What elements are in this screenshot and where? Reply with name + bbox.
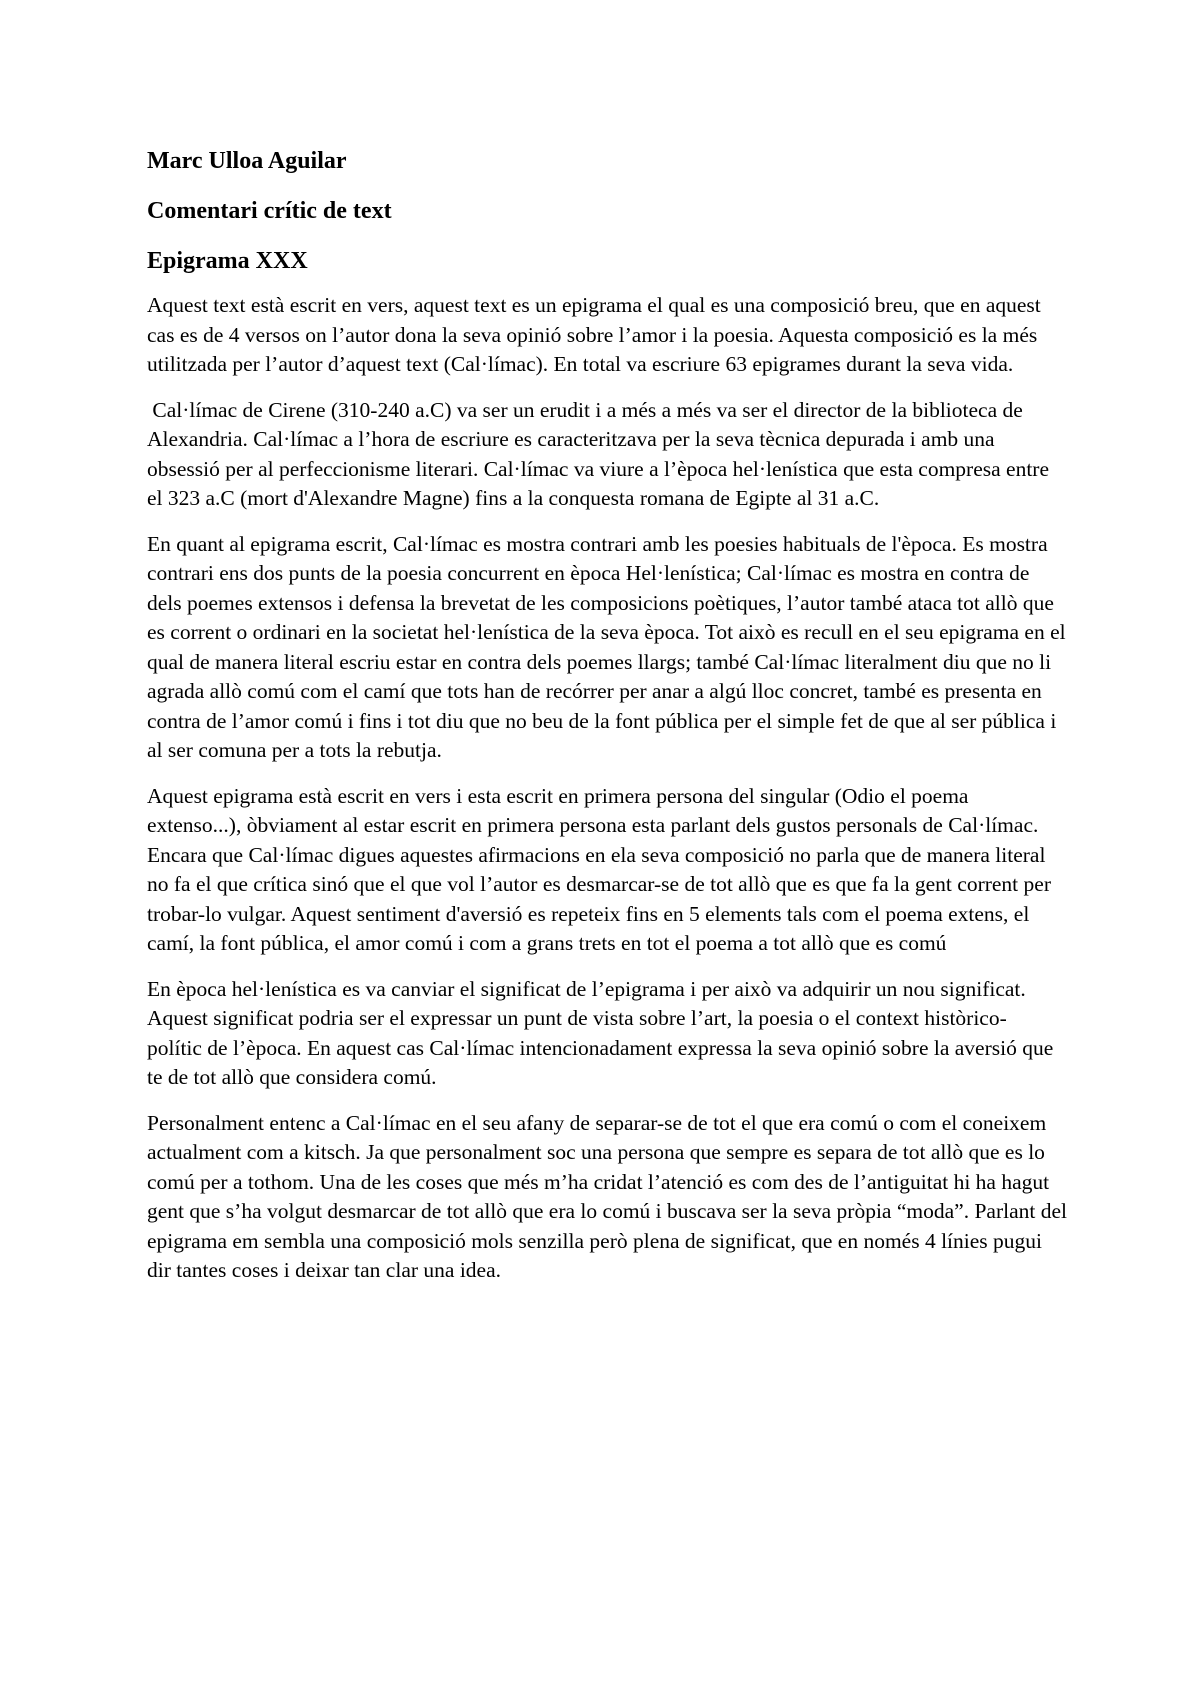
author-heading: Marc Ulloa Aguilar <box>147 148 347 174</box>
subtitle-heading: Comentari crític de text <box>147 198 392 224</box>
paragraph-1: Aquest text està escrit en vers, aquest text es un epigrama el qual es una composició breu, que en aquest cas es de 4 versos on l’autor dona la seva opinió sobre l’amor i la poesia. Aquesta composició es la més utilitzada per l’autor d’aquest text (Cal·límac). En total va escriure 63 epigrames durant la seva vida. <box>147 293 1041 376</box>
paragraph-5: En època hel·lenística es va canviar el significat de l’epigrama i per això va adquirir un nou significat. Aquest significat podria ser el expressar un punt de vista sobre l’art, la poesia o el context històrico- polític de l’època. En aquest cas Cal·límac intencionadament expressa la seva opinió sobre la aversió que te de tot allò que considera comú. <box>147 976 1054 1089</box>
paragraph-6: Personalment entenc a Cal·límac en el seu afany de separar-se de tot el que era comú o com el coneixem actualment com a kitsch. Ja que personalment soc una persona que sempre es separa de tot allò que es lo comú per a tothom. Una de les coses que més m’ha cridat l’atenció es com des de l’antiguitat hi ha hagut gent que s’ha volgut desmarcar de tot allò que era lo comú i buscava ser la seva pròpia “moda”. Parlant del epigrama em sembla una composició mols senzilla però plena de significat, que en només 4 línies pugui dir tantes coses i deixar tan clar una idea. <box>147 1110 1067 1282</box>
paragraph-3: En quant al epigrama escrit, Cal·límac es mostra contrari amb les poesies habituals de l'època. Es mostra contrari ens dos punts de la poesia concurrent en època Hel·lenística; Cal·límac es mostra en contra de dels poemes extensos i defensa la brevetat de les composicions poètiques, l’autor també ataca tot allò que es corrent o ordinari en la societat hel·lenística de la seva època. Tot això es recull en el seu epigrama en el qual de manera literal escriu estar en contra dels poemes llargs; també Cal·límac literalment diu que no li agrada allò comú com el camí que tots han de recórrer per anar a algú lloc concret, també es presenta en contra de l’amor comú i fins i tot diu que no beu de la font pública per el simple fet de que al ser pública i al ser comuna per a tots la rebutja. <box>147 531 1066 762</box>
paragraph-2: Cal·límac de Cirene (310-240 a.C) va ser un erudit i a més a més va ser el director de la biblioteca de Alexandria. Cal·límac a l’hora de escriure es caracteritzava per la seva tècnica depurada i amb una obsessió per al perfeccionisme literari. Cal·límac va viure a l’època hel·lenística que esta compresa entre el 323 a.C (mort d'Alexandre Magne) fins a la conquesta romana de Egipte al 31 a.C. <box>147 397 1055 510</box>
document-body <box>147 145 1067 1302</box>
paragraph-4: Aquest epigrama està escrit en vers i esta escrit en primera persona del singular (Odio el poema extenso...), òbviament al estar escrit en primera persona esta parlant dels gustos personals de Cal·límac. Encara que Cal·límac digues aquestes afirmacions en ela seva composició no parla que de manera literal no fa el que crítica sinó que el que vol l’autor es desmarcar-se de tot allò que es que fa la gent corrent per trobar-lo vulgar. Aquest sentiment d'aversió es repeteix fins en 5 elements tals com el poema extens, el camí, la font pública, el amor comú i com a grans trets en tot el poema a tot allò que es comú <box>147 783 1051 955</box>
title-heading: Epigrama XXX <box>147 248 308 274</box>
